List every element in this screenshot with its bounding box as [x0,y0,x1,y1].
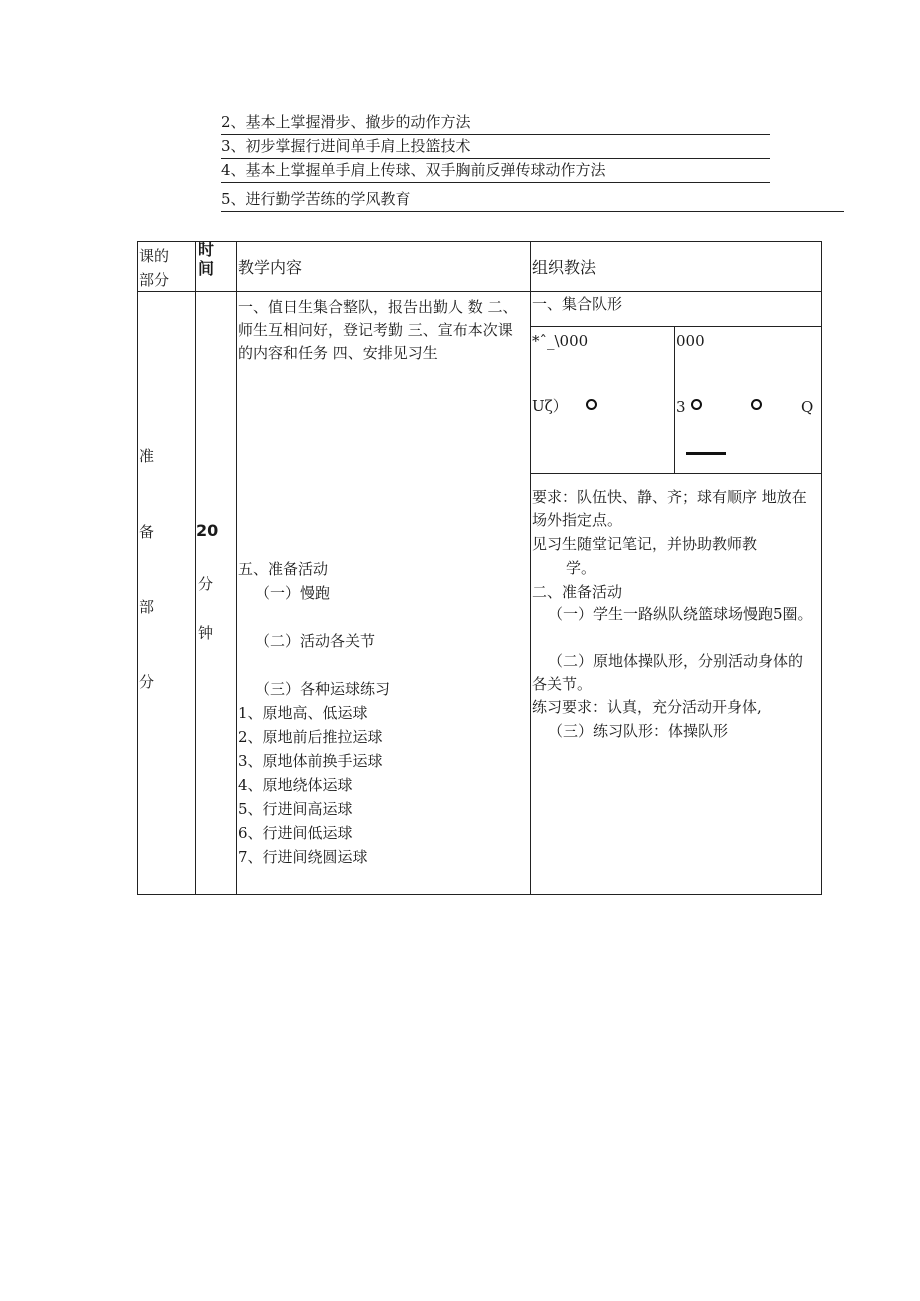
table-bottom-border [137,894,822,895]
table-right-border [821,241,822,895]
diagram-right-3: 3 [676,398,686,416]
table-left-border [137,241,138,895]
method-requirement-1: 要求：队伍快、静、齐；球有顺序 地放在场外指定点。 [532,488,807,529]
method-formation-title: 一、集合队形 [532,295,623,313]
method-requirement-2b: 学。 [566,559,597,577]
content-dribble-title: （三）各种运球练习 [255,680,391,698]
content-jog: （一）慢跑 [255,584,331,602]
header-bottom-border [137,291,822,292]
method-practice-requirement: 练习要求：认真，充分活动开身体, [532,698,762,716]
diagram-right-top: 000 [676,332,705,350]
drill-item: 6、行进间低运球 [238,824,353,842]
drill-item: 1、原地高、低运球 [238,704,368,722]
header-time-line2: 间 [198,259,215,278]
method-warmup-title: 二、准备活动 [532,583,623,601]
player-circle-icon [691,399,702,410]
header-part-line1: 课的 [139,247,170,265]
drill-item: 2、原地前后推拉运球 [238,728,383,746]
section-char-2: 备 [139,523,155,541]
section-char-4: 分 [139,673,155,691]
content-warmup-title: 五、准备活动 [238,560,329,578]
player-circle-icon [751,399,762,410]
drill-item: 5、行进间高运球 [238,800,353,818]
diagram-left-top: *ˆ_\000 [532,332,589,350]
col-divider-1 [195,241,196,895]
time-unit-2: 钟 [198,624,214,642]
section-char-3: 部 [139,598,155,616]
time-unit-1: 分 [198,575,214,593]
header-time-line1: 时 [198,240,215,259]
objective-3: 3、初步掌握行进间单手肩上投篮技术 [221,136,770,159]
time-number: 20 [196,521,219,540]
objective-5: 5、进行勤学苦练的学风教育 [221,189,844,212]
diagram-bottom-border [530,473,822,474]
player-circle-icon [586,399,597,410]
method-item-1: （一）学生一路纵队绕篮球场慢跑5圈。 [548,605,813,623]
objective-4: 4、基本上掌握单手肩上传球、双手胸前反弹传球动作方法 [221,160,770,183]
diagram-top-border [530,326,822,327]
header-method: 组织教法 [532,258,597,277]
method-item-3: （三）练习队形：体操队形 [548,722,729,740]
objective-2: 2、基本上掌握滑步、撤步的动作方法 [221,112,770,135]
method-requirement-2: 见习生随堂记笔记，并协助教师教 [532,535,758,553]
drill-item: 3、原地体前换手运球 [238,752,383,770]
col-divider-3 [530,241,531,895]
content-joints: （二）活动各关节 [255,632,376,650]
method-item-2: （二）原地体操队形，分别活动身体的各关节。 [532,652,804,693]
drill-item: 7、行进间绕圆运球 [238,848,368,866]
table-top-border [137,241,822,242]
diagram-divider [674,326,675,474]
header-content: 教学内容 [238,258,303,277]
diagram-left-bottom: Uζ） [532,397,568,415]
diagram-right-q: Q [801,398,814,416]
drill-item: 4、原地绕体运球 [238,776,353,794]
content-intro: 一、值日生集合整队，报告出勤人 数 二、师生互相问好，登记考勤 三、宣布本次课的内容和任务 四、安排见习生 [238,298,518,362]
header-part-line2: 部分 [139,271,170,289]
col-divider-2 [236,241,237,895]
line-marker-icon [686,452,726,455]
section-char-1: 准 [139,447,155,465]
